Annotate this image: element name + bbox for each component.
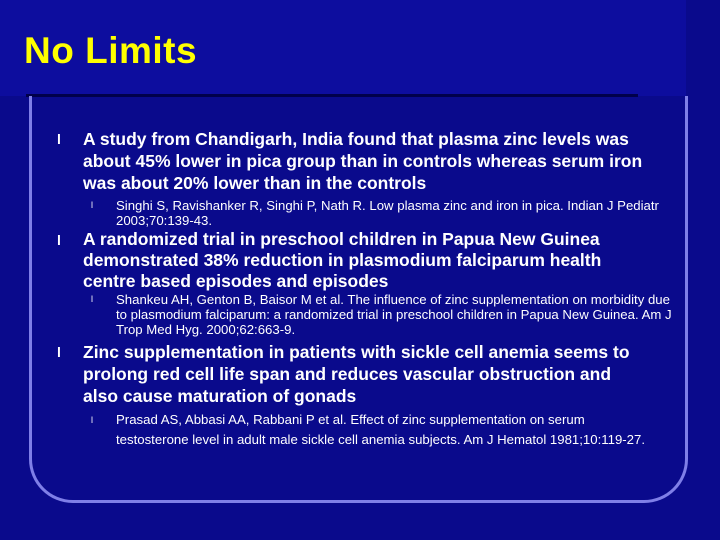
bullet-marker-icon: l — [57, 344, 61, 360]
bullet-text: Zinc supplementation in patients with sickle cell anemia seems to prolong red cell life span and reduces vascular obstruction and also cause maturation of gonads — [83, 342, 630, 406]
citation-marker-icon: l — [91, 294, 93, 304]
citation-item — [91, 410, 656, 450]
citation-text: Singhi S, Ravishanker R, Singhi P, Nath R. Low plasma zinc and iron in pica. Indian J Pediatr 2003;70:139-43. — [116, 198, 659, 228]
bullet-marker-icon: l — [57, 131, 61, 147]
citation-marker-icon: l — [91, 200, 93, 210]
citation-text: Shankeu AH, Genton B, Baisor M et al. The influence of zinc supplementation on morbidity due to plasmodium falciparum: a randomized trial in preschool children in Papua New Guinea. Am J Trop Med Hyg. 2000;62:663-9. — [116, 292, 672, 337]
bullet-item — [57, 128, 673, 194]
citation-text: Prasad AS, Abbasi AA, Rabbani P et al. Effect of zinc supplementation on serum testosterone level in adult male sickle cell anemia subjects. Am J Hematol 1981;10:119-27. — [116, 412, 645, 447]
citation-item — [91, 198, 666, 228]
slide-title: No Limits — [24, 30, 198, 71]
bullet-item — [57, 341, 643, 407]
bullet-text: A study from Chandigarh, India found that plasma zinc levels was about 45% lower in pica group than in controls whereas serum iron was about 20% lower than in the controls — [83, 129, 643, 193]
citation-marker-icon: l — [91, 415, 93, 425]
bullet-marker-icon: l — [57, 232, 61, 248]
bullet-item — [57, 229, 623, 292]
bullet-text: A randomized trial in preschool children in Papua New Guinea demonstrated 38% reduction in plasmodium falciparum health centre based episodes and episodes — [83, 229, 602, 291]
citation-item — [91, 292, 676, 337]
